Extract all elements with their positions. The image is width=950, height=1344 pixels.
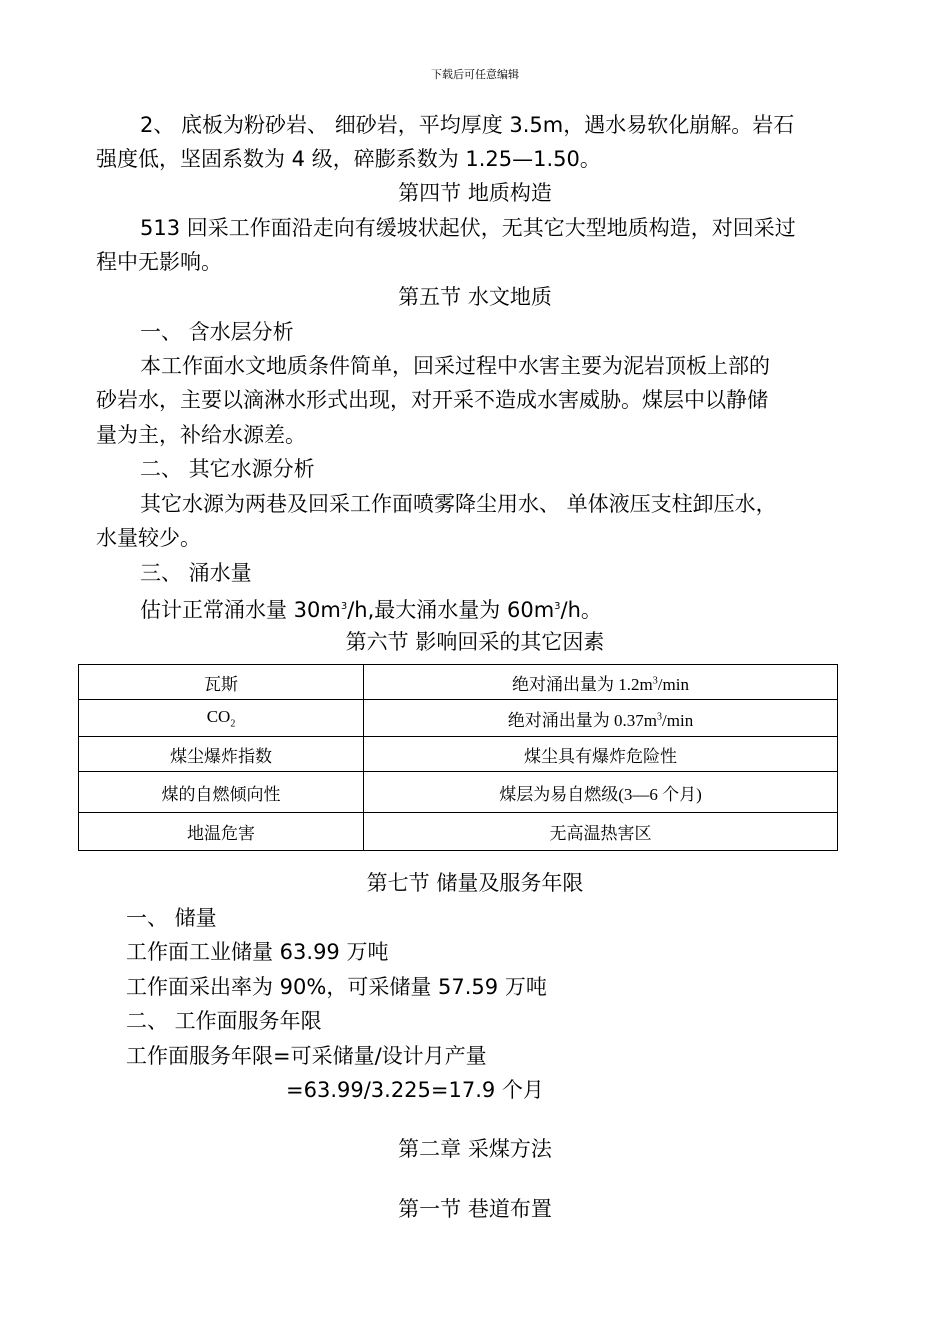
factor-value-cell: 煤层为易自燃级(3—6 个月): [364, 772, 838, 813]
table-row: [79, 700, 838, 737]
section-5-para-1-line-1: 本工作面水文地质条件简单，回采过程中水害主要为泥岩顶板上部的: [140, 354, 770, 378]
factor-value-sup: 3: [652, 674, 658, 686]
factor-name-cell: 地温危害: [79, 813, 364, 851]
water-inflow-text-1: 估计正常涌水量 30m: [140, 598, 341, 622]
factor-name-text: CO: [206, 706, 231, 726]
factor-name-sub: 2: [230, 718, 236, 730]
factors-table: [78, 664, 838, 851]
factor-name-cell: 煤尘爆炸指数: [79, 737, 364, 772]
factor-name-cell: 煤的自燃倾向性: [79, 772, 364, 813]
water-inflow-estimate: [140, 590, 602, 627]
section-4-title: 第四节 地质构造: [398, 181, 552, 205]
chapter-2-section-1-title: 第一节 巷道布置: [398, 1197, 552, 1221]
section-4-line-2: 程中无影响。: [96, 250, 222, 274]
section-5-heading-2: 二、 其它水源分析: [140, 457, 315, 481]
section-5-heading-3: 三、 涌水量: [140, 561, 252, 585]
factor-value-cell: [364, 665, 838, 700]
water-inflow-sup-1: 3: [340, 601, 348, 612]
section-5-heading-1: 一、 含水层分析: [140, 320, 294, 344]
factor-value-cell: 无高温热害区: [364, 813, 838, 851]
section-6-title: 第六节 影响回采的其它因素: [345, 630, 605, 654]
factor-value-cell: [364, 700, 838, 737]
chapter-2-title: 第二章 采煤方法: [398, 1137, 552, 1161]
recoverable-reserves: 工作面采出率为 90%，可采储量 57.59 万吨: [126, 975, 547, 999]
table-row: [79, 665, 838, 700]
factor-name-cell: [79, 700, 364, 737]
industrial-reserves: 工作面工业储量 63.99 万吨: [126, 940, 389, 964]
page-header: 下载后可任意编辑: [431, 68, 519, 81]
section-5-title: 第五节 水文地质: [398, 285, 552, 309]
factor-value-text: 绝对涌出量为 0.37m: [507, 710, 658, 730]
service-life-formula: 工作面服务年限=可采储量/设计月产量: [126, 1044, 487, 1068]
section-5-para-2-line-1: 其它水源为两巷及回采工作面喷雾降尘用水、 单体液压支柱卸压水，: [140, 492, 777, 516]
table-row: [79, 737, 838, 772]
factor-value-text: 绝对涌出量为 1.2m: [512, 674, 653, 694]
section-5-para-2-line-2: 水量较少。: [96, 526, 201, 550]
water-inflow-text-3: /h。: [560, 598, 602, 622]
reserves-heading-2: 二、 工作面服务年限: [126, 1009, 322, 1033]
factor-value-cell: 煤尘具有爆炸危险性: [364, 737, 838, 772]
table-row: [79, 772, 838, 813]
section-4-line-1: 513 回采工作面沿走向有缓坡状起伏，无其它大型地质构造，对回采过: [140, 216, 796, 240]
factor-name-cell: 瓦斯: [79, 665, 364, 700]
section-7-title: 第七节 储量及服务年限: [366, 871, 584, 895]
reserves-heading-1: 一、 储量: [126, 906, 217, 930]
section-5-para-1-line-3: 量为主，补给水源差。: [96, 423, 306, 447]
water-inflow-text-2: /h,最大涌水量为 60m: [347, 598, 555, 622]
paragraph-floor-line-2: 强度低，坚固系数为 4 级，碎膨系数为 1.25—1.50。: [96, 147, 601, 171]
section-5-para-1-line-2: 砂岩水，主要以滴淋水形式出现，对开采不造成水害威胁。煤层中以静储: [96, 388, 768, 412]
service-life-result: =63.99/3.225=17.9 个月: [286, 1078, 544, 1102]
factor-value-unit: /min: [662, 710, 694, 730]
table-row: [79, 813, 838, 851]
factor-value-sup: 3: [657, 710, 663, 722]
water-inflow-sup-2: 3: [554, 601, 561, 612]
paragraph-floor-line-1: 2、 底板为粉砂岩、 细砂岩，平均厚度 3.5m，遇水易软化崩解。岩石: [140, 113, 795, 137]
factor-value-unit: /min: [657, 674, 689, 694]
